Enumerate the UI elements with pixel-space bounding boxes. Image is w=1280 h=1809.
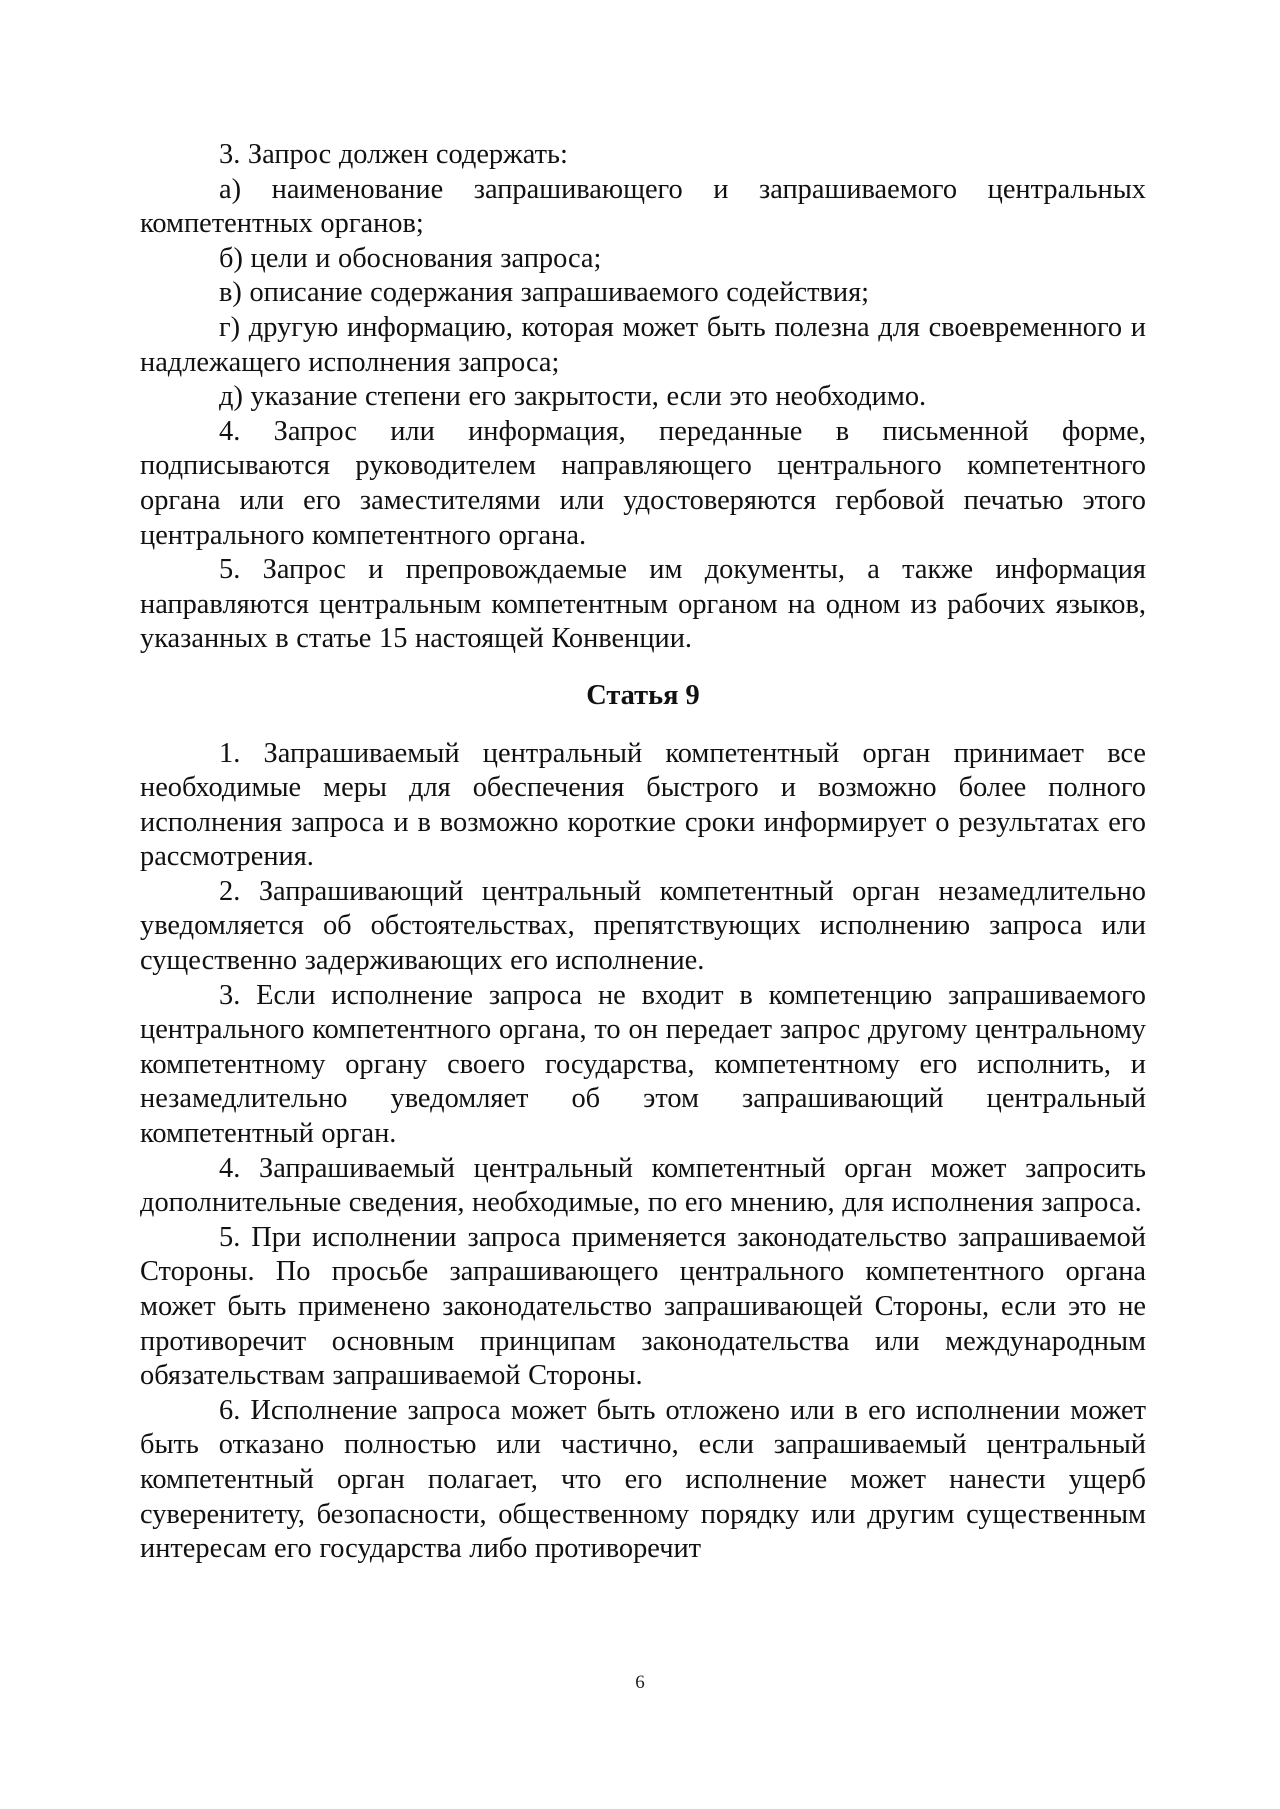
paragraph-5: 5. Запрос и препровождаемые им документы, а также информация направляются центральным компетентным органом на одном из рабочих языков, указанных в статье 15 настоящей Конвенции. <box>140 554 1146 655</box>
article-9-paragraph-4: 4. Запрашиваемый центральный компетентный орган может запросить дополнительные сведения, необходимые, по его мнению, для исполнения запроса. <box>140 1152 1146 1219</box>
article-9-paragraph-3: 3. Если исполнение запроса не входит в компетенцию запрашиваемого центрального компетентного органа, то он передает запрос другому центральному компетентному органу своего государства, компетентному его исполнить, и незамедлительно уведомляет об этом запрашивающий центральный компетентный орган. <box>140 979 1146 1150</box>
article-9-paragraph-5: 5. При исполнении запроса применяется законодательство запрашиваемой Стороны. По просьбе запрашивающего центрального компетентного органа может быть применено законодательство запрашивающей Стороны, если это не противоречит основным принципам законодательства или международным обязательствам запрашиваемой Стороны. <box>140 1221 1146 1392</box>
page-number: 6 <box>635 1672 645 1693</box>
article-9-paragraph-6: 6. Исполнение запроса может быть отложено или в его исполнении может быть отказано полностью или частично, если запрашиваемый центральный компетентный орган полагает, что его исполнение может нанести ущерб суверенитету, безопасности, общественному порядку или другим существенным интересам его государства либо противоречит <box>140 1394 1146 1565</box>
paragraph-3v: в) описание содержания запрашиваемого содействия; <box>219 277 870 309</box>
page-body <box>140 138 1146 1567</box>
paragraph-4: 4. Запрос или информация, переданные в письменной форме, подписываются руководителем направляющего центрального компетентного органа или его заместителями или удостоверяются гербовой печатью этого центрального компетентного органа. <box>140 415 1146 551</box>
article-9-paragraph-2: 2. Запрашивающий центральный компетентный орган незамедлительно уведомляется об обстоятельствах, препятствующих исполнению запроса или существенно задерживающих его исполнение. <box>140 875 1146 977</box>
paragraph-3d: д) указание степени его закрытости, если это необходимо. <box>219 381 927 413</box>
article-9-paragraph-1: 1. Запрашиваемый центральный компетентный орган принимает все необходимые меры для обеспечения быстрого и возможно более полного исполнения запроса и в возможно короткие сроки информирует о результатах его рассмотрения. <box>140 737 1146 873</box>
article-9-heading: Статья 9 <box>586 679 700 711</box>
paragraph-3-request-contents: 3. Запрос должен содержать: <box>219 139 568 170</box>
paragraph-3a: а) наименование запрашивающего и запрашиваемого центральных компетентных органов; <box>140 173 1146 240</box>
paragraph-3g: г) другую информацию, которая может быть полезна для своевременного и надлежащего исполнения запроса; <box>140 311 1146 378</box>
paragraph-3b: б) цели и обоснования запроса; <box>219 242 602 274</box>
